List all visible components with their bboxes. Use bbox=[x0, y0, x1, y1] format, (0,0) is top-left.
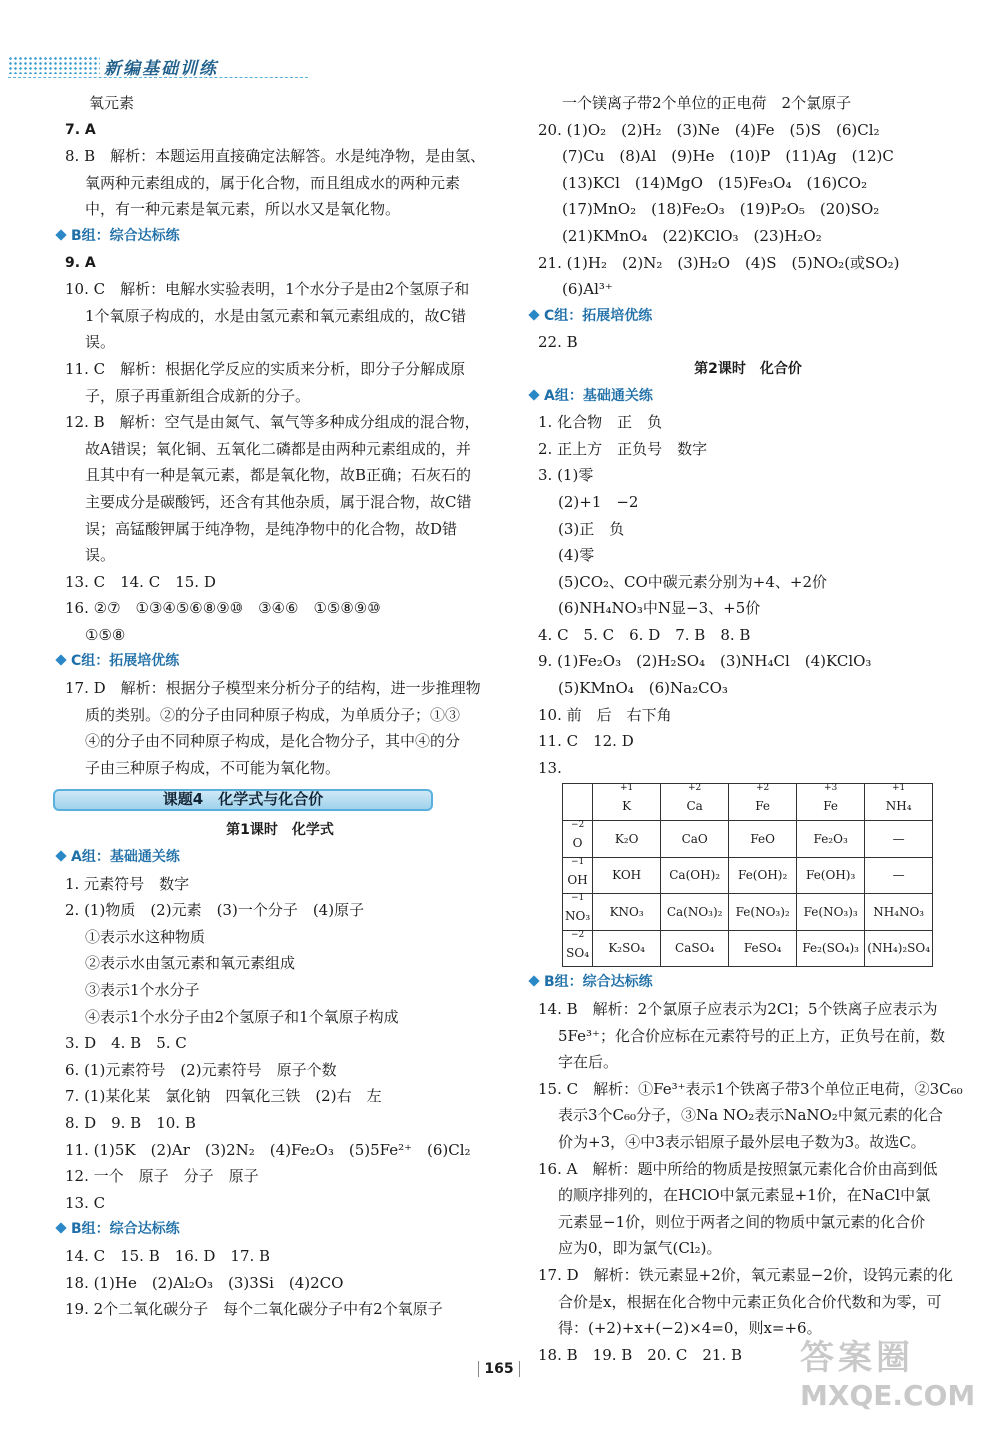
answer-line: (21)KMnO₄ (22)KClO₃ (23)H₂O₂ bbox=[562, 226, 822, 245]
answer-line: 11. (1)5K (2)Ar (3)2N₂ (4)Fe₂O₃ (5)5Fe²⁺ (6)Cl₂ bbox=[65, 1140, 471, 1159]
table-cell: (NH₄)₂SO₄ bbox=[865, 930, 933, 967]
table-cell: KNO₃ bbox=[593, 894, 661, 931]
answer-line: 13. C 14. C 15. D bbox=[65, 572, 216, 591]
answer-line: (17)MnO₂ (18)Fe₂O₃ (19)P₂O₅ (20)SO₂ bbox=[562, 200, 880, 219]
answer-line: ①⑤⑧ bbox=[85, 625, 126, 644]
table-row-header: −2 SO₄ bbox=[563, 930, 593, 967]
table-cell: Ca(OH)₂ bbox=[661, 857, 729, 894]
diamond-icon bbox=[528, 309, 539, 320]
answer-line: 得：(+2)+x+(−2)×4=0，则x=+6。 bbox=[558, 1319, 822, 1338]
answer-line: ④的分子由不同种原子构成，是化合物分子，其中④的分 bbox=[85, 732, 461, 751]
answer-line: 9. (1)Fe₂O₃ (2)H₂SO₄ (3)NH₄Cl (4)KClO₃ bbox=[538, 652, 872, 671]
watermark-text: 答案圈 bbox=[800, 1338, 914, 1378]
answer-line: ①表示水这种物质 bbox=[85, 927, 206, 946]
table-cell: CaO bbox=[661, 821, 729, 858]
answer-line: 表示3个C₆₀分子，③Na NO₂表示NaNO₂中氮元素的化合 bbox=[558, 1106, 943, 1125]
table-cell: FeSO₄ bbox=[729, 930, 797, 967]
group-heading-c: C组：拓展培优练 bbox=[538, 303, 958, 330]
group-heading-b: B组：综合达标练 bbox=[65, 223, 495, 250]
table-header-cell: +1 NH₄ bbox=[865, 784, 933, 821]
answer-line: 2. (1)物质 (2)元素 (3)一个分子 (4)原子 bbox=[65, 901, 365, 920]
answer-line: 16. ②⑦ ①③④⑤⑥⑧⑨⑩ ③④⑥ ①⑤⑧⑨⑩ bbox=[65, 599, 381, 618]
answer-line: 且其中有一种是氧元素，都是氧化物，故B正确；石灰石的 bbox=[85, 466, 472, 485]
answer-line: (5)KMnO₄ (6)Na₂CO₃ bbox=[558, 679, 728, 698]
table-cell: — bbox=[865, 857, 933, 894]
answer-line: (2)+1 −2 bbox=[558, 492, 639, 511]
answer-line: 10. C 解析：电解水实验表明，1个水分子是由2个氢原子和 bbox=[65, 280, 470, 299]
answer-line: 18. (1)He (2)Al₂O₃ (3)3Si (4)2CO bbox=[65, 1273, 344, 1292]
answer-line: 误；高锰酸钾属于纯净物，是纯净物中的化合物，故D错 bbox=[85, 519, 458, 538]
answer-line: 5Fe³⁺；化合价应标在元素符号的正上方，正负号在前，数 bbox=[558, 1026, 945, 1045]
table-cell: FeO bbox=[729, 821, 797, 858]
table-cell: NH₄NO₃ bbox=[865, 894, 933, 931]
lesson-banner bbox=[53, 785, 433, 815]
answer-line: 10. 前 后 右下角 bbox=[538, 705, 672, 724]
answer-line: 质的类别。②的分子由同种原子构成，为单质分子；①③ bbox=[85, 705, 461, 724]
answer-line: 氧两种元素组成的，属于化合物，而且组成水的两种元素 bbox=[85, 173, 461, 192]
page-number: 165 bbox=[478, 1361, 520, 1377]
diamond-icon bbox=[55, 229, 66, 240]
answer-line: 7. A bbox=[65, 121, 96, 138]
section-title: 第2课时 化合价 bbox=[694, 360, 802, 377]
answer-line: (4)零 bbox=[558, 546, 595, 565]
table-cell: KOH bbox=[593, 857, 661, 894]
answer-line: 12. B 解析：空气是由氮气、氧气等多种成分组成的混合物， bbox=[65, 413, 480, 432]
answer-line: 22. B bbox=[538, 333, 578, 352]
table-cell: Fe(OH)₂ bbox=[729, 857, 797, 894]
answer-line: (5)CO₂、CO中碳元素分别为+4、+2价 bbox=[558, 572, 828, 591]
answer-line: (6)NH₄NO₃中N显−3、+5价 bbox=[558, 599, 761, 618]
answer-line: 字在后。 bbox=[558, 1053, 619, 1072]
diamond-icon bbox=[528, 389, 539, 400]
answer-line: 子由三种原子构成，不可能为氧化物。 bbox=[85, 758, 341, 777]
table-cell: K₂SO₄ bbox=[593, 930, 661, 967]
group-heading-a: A组：基础通关练 bbox=[538, 383, 958, 410]
table-cell: Fe(NO₃)₃ bbox=[797, 894, 865, 931]
answer-line: 1个氧原子构成的，水是由氢元素和氧元素组成的，故C错 bbox=[85, 306, 467, 325]
table-corner-cell bbox=[563, 784, 593, 821]
table-header-cell: +1 K bbox=[593, 784, 661, 821]
answer-line: 合价是x，根据在化合物中元素正负化合价代数和为零，可 bbox=[558, 1292, 942, 1311]
answer-line: 1. 化合物 正 负 bbox=[538, 413, 663, 432]
diamond-icon bbox=[528, 976, 539, 987]
diamond-icon bbox=[55, 1223, 66, 1234]
answer-line: 误。 bbox=[85, 333, 116, 352]
right-column bbox=[538, 90, 963, 1368]
group-heading-c: C组：拓展培优练 bbox=[65, 648, 495, 675]
header-rule bbox=[8, 77, 308, 78]
answer-line: 子，原子再重新组合成新的分子。 bbox=[85, 386, 311, 405]
answer-line: 16. A 解析：题中所给的物质是按照氯元素化合价由高到低 bbox=[538, 1159, 938, 1178]
answer-line: 12. 一个 原子 分子 原子 bbox=[65, 1167, 259, 1186]
watermark-url: MXQE.COM bbox=[800, 1379, 976, 1412]
diamond-icon bbox=[55, 850, 66, 861]
answer-line: 8. B 解析：本题运用直接确定法解答。水是纯净物，是由氢、 bbox=[65, 147, 486, 166]
answer-line: 15. C 解析：①Fe³⁺表示1个铁离子带3个单位正电荷，②3C₆₀ bbox=[538, 1079, 963, 1098]
answer-line: 20. (1)O₂ (2)H₂ (3)Ne (4)Fe (5)S (6)Cl₂ bbox=[538, 120, 880, 139]
answer-line: 19. 2个二氧化碳分子 每个二氧化碳分子中有2个氧原子 bbox=[65, 1300, 443, 1319]
answer-line: 9. A bbox=[65, 254, 96, 271]
answer-line: ③表示1个水分子 bbox=[85, 981, 200, 999]
answer-line: (13)KCl (14)MgO (15)Fe₃O₄ (16)CO₂ bbox=[562, 173, 868, 192]
answer-line: 4. C 5. C 6. D 7. B 8. B bbox=[538, 625, 751, 644]
table-header-cell: +3 Fe bbox=[797, 784, 865, 821]
table-row-header: −1 NO₃ bbox=[563, 894, 593, 931]
table-row bbox=[563, 930, 933, 967]
table-cell: Fe₂O₃ bbox=[797, 821, 865, 858]
table-row-header: −2 O bbox=[563, 821, 593, 858]
answer-line: 氧元素 bbox=[89, 94, 135, 112]
answer-line: 的顺序排列的，在HClO中氯元素显+1价，在NaCl中氯 bbox=[558, 1186, 931, 1205]
answer-line: 11. C 解析：根据化学反应的实质来分析，即分子分解成原 bbox=[65, 359, 466, 378]
answer-line: 21. (1)H₂ (2)N₂ (3)H₂O (4)S (5)NO₂(或SO₂) bbox=[538, 253, 900, 272]
answer-line: 13. bbox=[538, 758, 562, 777]
table-header-cell: +2 Fe bbox=[729, 784, 797, 821]
answer-line: 1. 元素符号 数字 bbox=[65, 874, 190, 893]
left-column bbox=[65, 90, 495, 1323]
answer-line: 3. (1)零 bbox=[538, 466, 594, 485]
answer-line: 元素显−1价，则位于两者之间的物质中氯元素的化合价 bbox=[558, 1212, 926, 1231]
answer-line: 一个镁离子带2个单位的正电荷 2个氯原子 bbox=[562, 94, 852, 112]
table-cell: CaSO₄ bbox=[661, 930, 729, 967]
answer-line: 7. (1)某化某 氯化钠 四氧化三铁 (2)右 左 bbox=[65, 1087, 382, 1106]
section-title: 第1课时 化学式 bbox=[226, 822, 334, 839]
watermark-logo bbox=[800, 1330, 990, 1420]
table-cell: Fe(NO₃)₂ bbox=[729, 894, 797, 931]
answer-line: 6. (1)元素符号 (2)元素符号 原子个数 bbox=[65, 1060, 337, 1079]
answer-line: (3)正 负 bbox=[558, 519, 625, 538]
answer-line: (7)Cu (8)Al (9)He (10)P (11)Ag (12)C bbox=[562, 147, 894, 166]
answer-line: (6)Al³⁺ bbox=[562, 280, 613, 299]
answer-line: 11. C 12. D bbox=[538, 732, 634, 751]
table-cell: — bbox=[865, 821, 933, 858]
table-cell: Fe₂(SO₄)₃ bbox=[797, 930, 865, 967]
header-title: 新编基础训练 bbox=[104, 59, 218, 79]
answer-line: 误。 bbox=[85, 546, 116, 565]
header-dot-pattern bbox=[8, 56, 100, 74]
table-header-cell: +2 Ca bbox=[661, 784, 729, 821]
answer-line: 中，有一种元素是氧元素，所以水又是氧化物。 bbox=[85, 200, 401, 219]
answer-line: 14. C 15. B 16. D 17. B bbox=[65, 1246, 271, 1265]
lesson-title: 课题4 化学式与化合价 bbox=[162, 790, 324, 809]
group-heading-b: B组：综合达标练 bbox=[538, 969, 958, 996]
answer-line: 17. D 解析：铁元素显+2价，氧元素显−2价，设钨元素的化 bbox=[538, 1265, 953, 1284]
table-row bbox=[563, 821, 933, 858]
answer-line: 17. D 解析：根据分子模型来分析分子的结构，进一步推理物 bbox=[65, 679, 481, 698]
table-cell: Ca(NO₃)₂ bbox=[661, 894, 729, 931]
table-header-row bbox=[563, 784, 933, 821]
table-row-header: −1 OH bbox=[563, 857, 593, 894]
answer-line: 应为0，即为氯气(Cl₂)。 bbox=[558, 1239, 722, 1258]
group-heading-b: B组：综合达标练 bbox=[65, 1216, 495, 1243]
answer-line: 3. D 4. B 5. C bbox=[65, 1034, 187, 1053]
table-cell: K₂O bbox=[593, 821, 661, 858]
answer-line: ②表示水由氢元素和氧元素组成 bbox=[85, 954, 296, 973]
answer-line: 故A错误；氧化铜、五氧化二磷都是由两种元素组成的，并 bbox=[85, 439, 471, 458]
answer-line: 2. 正上方 正负号 数字 bbox=[538, 439, 708, 458]
diamond-icon bbox=[55, 655, 66, 666]
answer-line: ④表示1个水分子由2个氢原子和1个氧原子构成 bbox=[85, 1007, 399, 1026]
table-cell: Fe(OH)₃ bbox=[797, 857, 865, 894]
answer-line: 13. C bbox=[65, 1193, 106, 1212]
valence-table bbox=[562, 783, 933, 967]
answer-line: 主要成分是碳酸钙，还含有其他杂质，属于混合物，故C错 bbox=[85, 492, 472, 511]
answer-line: 价为+3，④中3表示铝原子最外层电子数为3。故选C。 bbox=[558, 1132, 926, 1151]
answer-line: 14. B 解析：2个氯原子应表示为2Cl；5个铁离子应表示为 bbox=[538, 1000, 938, 1018]
answer-line: 18. B 19. B 20. C 21. B bbox=[538, 1345, 743, 1364]
page-header bbox=[0, 50, 250, 80]
table-row bbox=[563, 894, 933, 931]
group-heading-a: A组：基础通关练 bbox=[65, 844, 495, 871]
table-row bbox=[563, 857, 933, 894]
answer-line: 8. D 9. B 10. B bbox=[65, 1113, 196, 1132]
